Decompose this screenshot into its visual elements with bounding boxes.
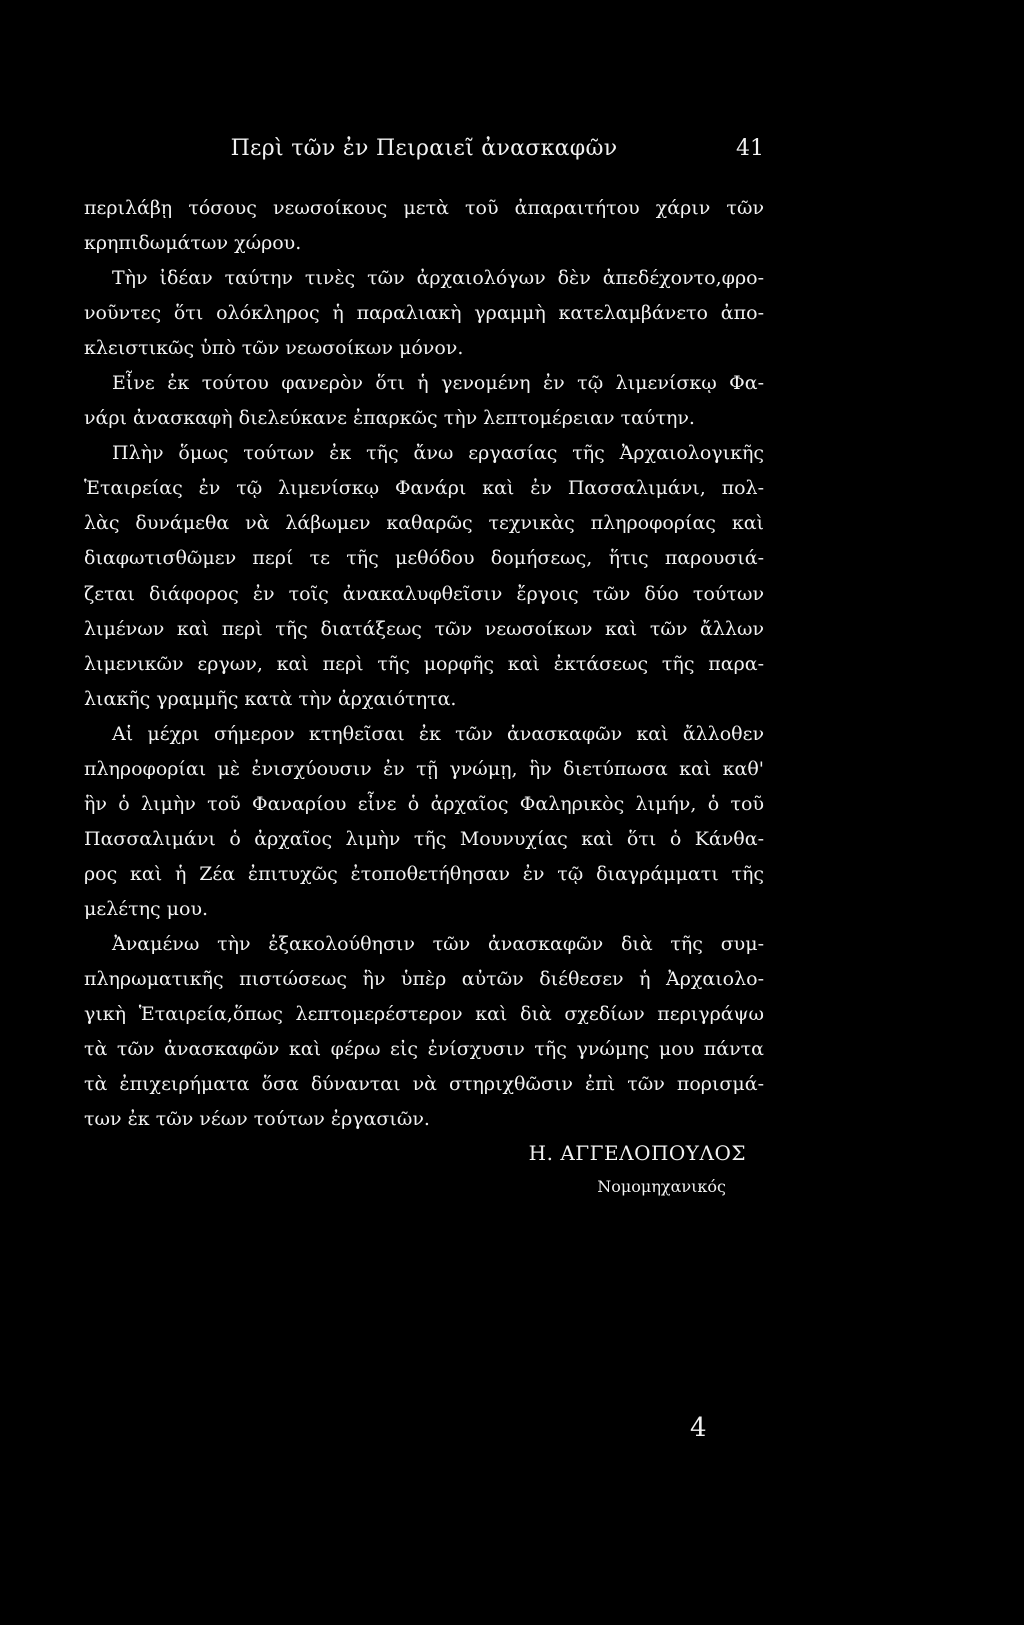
text-line: περιλάβῃ τόσους νεωσοίκους μετὰ τοῦ ἀπαραιτήτου χάριν τῶν — [84, 197, 764, 219]
text-line: ρος καὶ ἡ Ζέα ἐπιτυχῶς ἐτοποθετήθησαν ἐν τῷ διαγράμματι τῆς — [84, 862, 764, 885]
text-line: μελέτης μου. — [84, 897, 209, 920]
signature-name: Η. ΑΓΓΕΛΟΠΟΥΛΟΣ — [528, 1141, 746, 1165]
text-line: πληρωματικῆς πιστώσεως ἣν ὑπὲρ αὐτῶν διέθεσεν ἡ Ἀρχαιολο- — [84, 968, 764, 991]
text-line: νάρι ἀνασκαφὴ διελεύκανε ἐπαρκῶς τὴν λεπτομέρειαν ταύτην. — [84, 407, 695, 430]
body-text — [84, 191, 764, 1137]
text-line: τὰ ἐπιχειρήματα ὅσα δύνανται νὰ στηριχθῶσιν ἐπὶ τῶν πορισμά- — [84, 1073, 764, 1096]
text-line: λιακῆς γραμμῆς κατὰ τὴν ἀρχαιότητα. — [84, 687, 457, 710]
text-line: κλειστικῶς ὑπὸ τῶν νεωσοίκων μόνον. — [84, 337, 464, 360]
text-line: ἣν ὁ λιμὴν τοῦ Φαναρίου εἶνε ὁ ἀρχαῖος Φαληρικὸς λιμήν, ὁ τοῦ — [84, 792, 764, 815]
text-line: Ἑταιρείας ἐν τῷ λιμενίσκῳ Φανάρι καὶ ἐν Πασσαλιμάνι, πολ- — [84, 477, 764, 500]
text-line: Ἀναμένω τὴν ἐξακολούθησιν τῶν ἀνασκαφῶν διὰ τῆς συμ- — [112, 932, 764, 955]
running-title: Περὶ τῶν ἐν Πειραιεῖ ἀνασκαφῶν — [230, 136, 618, 161]
running-header — [84, 133, 764, 165]
text-line: γικὴ Ἑταιρεία,ὅπως λεπτομερέστερον καὶ διὰ σχεδίων περιγράψω — [84, 1003, 764, 1026]
signature-role: Νομομηχανικός — [597, 1177, 726, 1196]
text-line: Πασσαλιμάνι ὁ ἀρχαῖος λιμὴν τῆς Μουνυχίας καὶ ὅτι ὁ Κάνθα- — [84, 827, 764, 850]
text-line: Τὴν ἰδέαν ταύτην τινὲς τῶν ἀρχαιολόγων δὲν ἀπεδέχοντο,φρο- — [112, 267, 764, 290]
text-line: νοῦντες ὅτι ολόκληρος ἡ παραλιακὴ γραμμὴ κατελαμβάνετο ἀπο- — [84, 302, 764, 325]
text-line: ζεται διάφορος ἐν τοῖς ἀνακαλυφθεῖσιν ἔργοις τῶν δύο τούτων — [84, 582, 764, 605]
text-line: Πλὴν ὅμως τούτων ἐκ τῆς ἄνω εργασίας τῆς Ἀρχαιολογικῆς — [112, 442, 764, 465]
text-line: διαφωτισθῶμεν περί τε τῆς μεθόδου δομήσεως, ἥτις παρουσιά- — [84, 547, 764, 570]
text-line: λιμένων καὶ περὶ τῆς διατάξεως τῶν νεωσοίκων καὶ τῶν ἄλλων — [84, 617, 764, 640]
text-line: τὰ τῶν ἀνασκαφῶν καὶ φέρω εἰς ἐνίσχυσιν τῆς γνώμης μου πάντα — [84, 1038, 764, 1061]
sheet-number: 4 — [690, 1413, 707, 1443]
text-line: των ἐκ τῶν νέων τούτων ἐργασιῶν. — [84, 1108, 430, 1131]
text-line: κρηπιδωμάτων χώρου. — [84, 232, 302, 255]
text-line: Αἱ μέχρι σήμερον κτηθεῖσαι ἐκ τῶν ἀνασκαφῶν καὶ ἄλλοθεν — [112, 722, 764, 745]
text-line: λιμενικῶν εργων, καὶ περὶ τῆς μορφῆς καὶ ἐκτάσεως τῆς παρα- — [84, 652, 764, 675]
page-number: 41 — [736, 136, 764, 161]
text-line: λὰς δυνάμεθα νὰ λάβωμεν καθαρῶς τεχνικὰς πληροφορίας καὶ — [84, 512, 764, 535]
text-line: πληροφορίαι μὲ ἐνισχύουσιν ἐν τῇ γνώμῃ, ἣν διετύπωσα καὶ καθ' — [84, 757, 764, 780]
text-line: Εἶνε ἐκ τούτου φανερὸν ὅτι ἡ γενομένη ἐν τῷ λιμενίσκῳ Φα- — [112, 372, 764, 395]
